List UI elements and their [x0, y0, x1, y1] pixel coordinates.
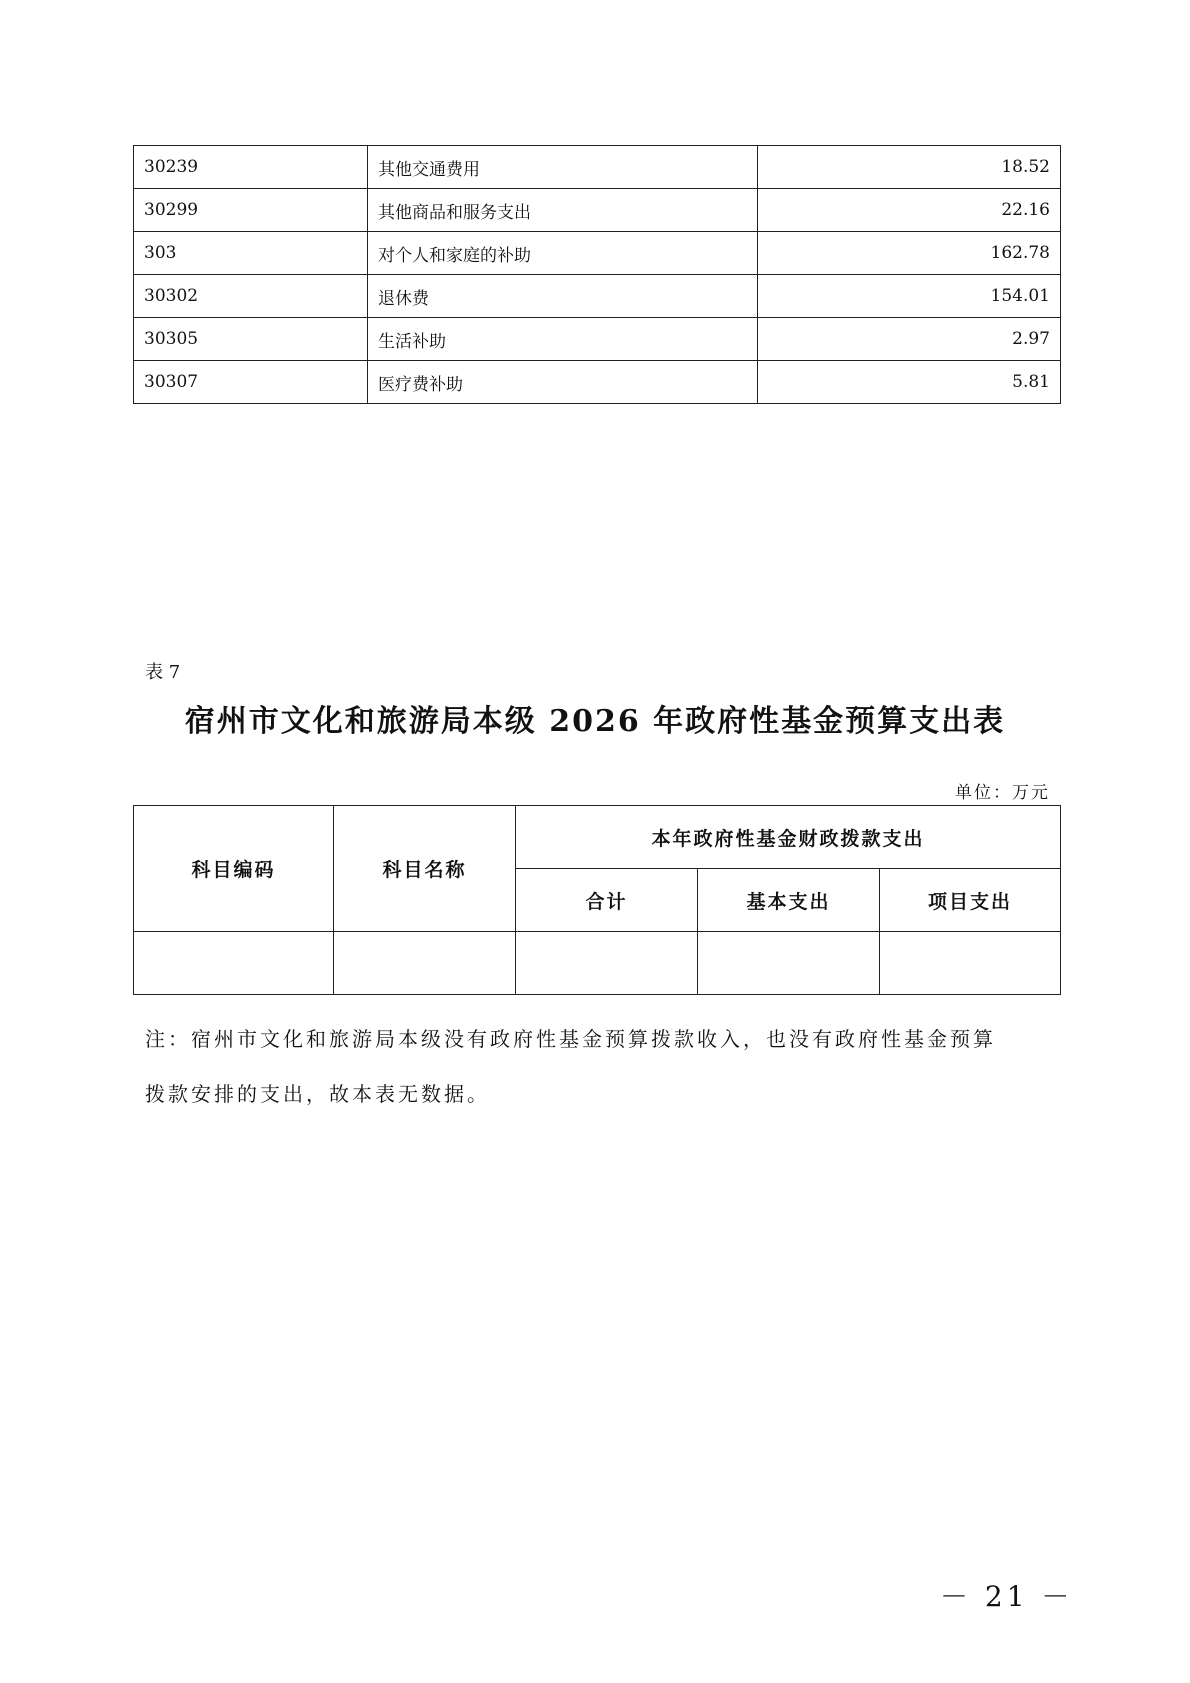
- page-number: － 21 －: [940, 1580, 1074, 1613]
- cell-code: 303: [134, 232, 368, 275]
- empty-cell: [698, 932, 880, 995]
- cell-code: 30239: [134, 146, 368, 189]
- note-line-1: 注：宿州市文化和旅游局本级没有政府性基金预算拨款收入，也没有政府性基金预算: [145, 1027, 996, 1051]
- cell-name: 退休费: [368, 275, 758, 318]
- table-row: [134, 275, 1061, 318]
- empty-cell: [334, 932, 516, 995]
- page-title: 宿州市文化和旅游局本级 2026 年政府性基金预算支出表: [184, 704, 1006, 739]
- table-row: [134, 146, 1061, 189]
- table-row: [134, 232, 1061, 275]
- header-group: 本年政府性基金财政拨款支出: [516, 806, 1061, 869]
- note: [145, 1012, 1045, 1122]
- cell-name: 其他商品和服务支出: [368, 189, 758, 232]
- cell-name: 医疗费补助: [368, 361, 758, 404]
- cell-code: 30307: [134, 361, 368, 404]
- cell-amount: 18.52: [758, 146, 1061, 189]
- cell-name: 生活补助: [368, 318, 758, 361]
- table-row: [134, 318, 1061, 361]
- cell-amount: 154.01: [758, 275, 1061, 318]
- cell-amount: 5.81: [758, 361, 1061, 404]
- empty-row: [134, 932, 1061, 995]
- table-row: [134, 361, 1061, 404]
- table-row: [134, 189, 1061, 232]
- header-name: 科目名称: [334, 806, 516, 932]
- cell-amount: 162.78: [758, 232, 1061, 275]
- cell-name: 其他交通费用: [368, 146, 758, 189]
- fund-expenditure-table: [133, 805, 1061, 995]
- header-basic: 基本支出: [698, 869, 880, 932]
- header-code: 科目编码: [134, 806, 334, 932]
- table-number: 表 7: [145, 662, 181, 683]
- note-line-2: 拨款安排的支出，故本表无数据。: [145, 1082, 490, 1106]
- cell-amount: 2.97: [758, 318, 1061, 361]
- empty-cell: [880, 932, 1061, 995]
- cell-name: 对个人和家庭的补助: [368, 232, 758, 275]
- empty-cell: [134, 932, 334, 995]
- cell-code: 30302: [134, 275, 368, 318]
- empty-cell: [516, 932, 698, 995]
- header-total: 合计: [516, 869, 698, 932]
- cell-code: 30299: [134, 189, 368, 232]
- unit-label: 单位：万元: [955, 783, 1050, 803]
- header-project: 项目支出: [880, 869, 1061, 932]
- cell-code: 30305: [134, 318, 368, 361]
- continuation-table: [133, 145, 1061, 404]
- cell-amount: 22.16: [758, 189, 1061, 232]
